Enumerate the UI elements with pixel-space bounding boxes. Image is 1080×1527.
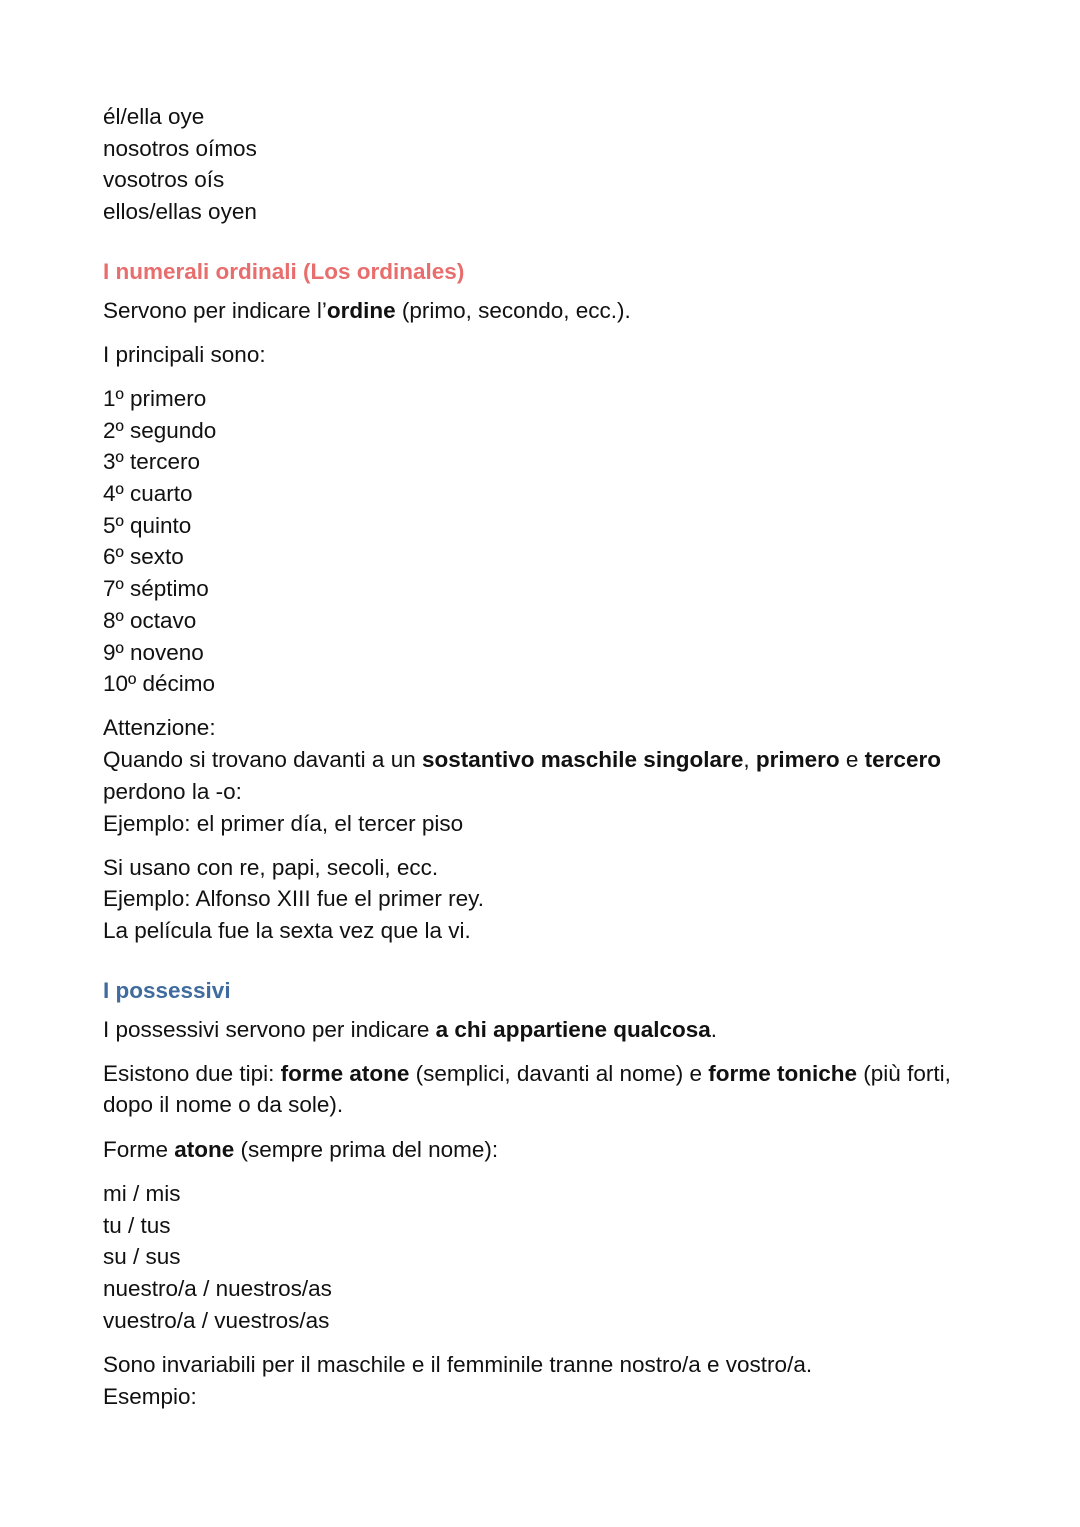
atone-label: Forme atone (sempre prima del nome): <box>103 1136 499 1162</box>
atone-list <box>103 1178 1003 1337</box>
usage-line: La película fue la sexta vez que la vi. <box>103 918 471 944</box>
ordinals-intro: Servono per indicare l’ordine (primo, secondo, ecc.). <box>103 297 631 323</box>
conjugation-line: nosotros oímos <box>103 135 257 161</box>
possessives-types <box>103 1058 1003 1121</box>
possessives-note <box>103 1349 1003 1412</box>
ordinals-list <box>103 383 1003 700</box>
usage-line: Si usano con re, papi, secoli, ecc. <box>103 854 439 880</box>
list-item: vuestro/a / vuestros/as <box>103 1307 330 1333</box>
list-item: 7º séptimo <box>103 576 209 602</box>
conjugation-line: vosotros oís <box>103 167 225 193</box>
note-line: Sono invariabili per il maschile e il femminile tranne nostro/a e vostro/a. <box>103 1351 813 1377</box>
document-page <box>103 101 1003 1412</box>
conjugation-line: él/ella oye <box>103 104 205 129</box>
attention-example: Ejemplo: el primer día, el tercer piso <box>103 810 464 836</box>
list-item: 1º primero <box>103 385 207 411</box>
usage-line: Ejemplo: Alfonso XIII fue el primer rey. <box>103 886 484 912</box>
possessives-intro: I possessivi servono per indicare a chi appartiene qualcosa. <box>103 1016 718 1042</box>
list-item: 2º segundo <box>103 417 217 443</box>
types-line: Esistono due tipi: forme atone (semplici, davanti al nome) e forme toniche (più forti, <box>103 1060 951 1086</box>
list-item: su / sus <box>103 1244 181 1270</box>
attention-rule: Quando si trovano davanti a un sostantivo maschile singolare, primero e tercero <box>103 747 941 773</box>
ordinals-attention <box>103 712 1003 839</box>
list-item: mi / mis <box>103 1180 181 1206</box>
list-item: 6º sexto <box>103 544 184 570</box>
list-item: 4º cuarto <box>103 481 193 507</box>
list-item: 5º quinto <box>103 512 192 538</box>
ordinals-heading: I numerali ordinali (Los ordinales) <box>103 258 465 284</box>
attention-label: Attenzione: <box>103 715 216 741</box>
ordinals-usage <box>103 852 1003 947</box>
list-item: nuestro/a / nuestros/as <box>103 1276 332 1301</box>
list-item: 3º tercero <box>103 449 201 475</box>
ordinals-principal-label: I principali sono: <box>103 341 266 367</box>
conjugation-line: ellos/ellas oyen <box>103 199 257 225</box>
list-item: 8º octavo <box>103 607 197 633</box>
conjugation-tail <box>103 101 1003 228</box>
list-item: tu / tus <box>103 1212 171 1238</box>
attention-rule-cont: perdono la -o: <box>103 778 242 804</box>
list-item: 10º décimo <box>103 671 216 697</box>
types-line-cont: dopo il nome o da sole). <box>103 1092 344 1118</box>
example-label: Esempio: <box>103 1383 197 1409</box>
possessives-heading: I possessivi <box>103 977 231 1003</box>
list-item: 9º noveno <box>103 639 204 665</box>
